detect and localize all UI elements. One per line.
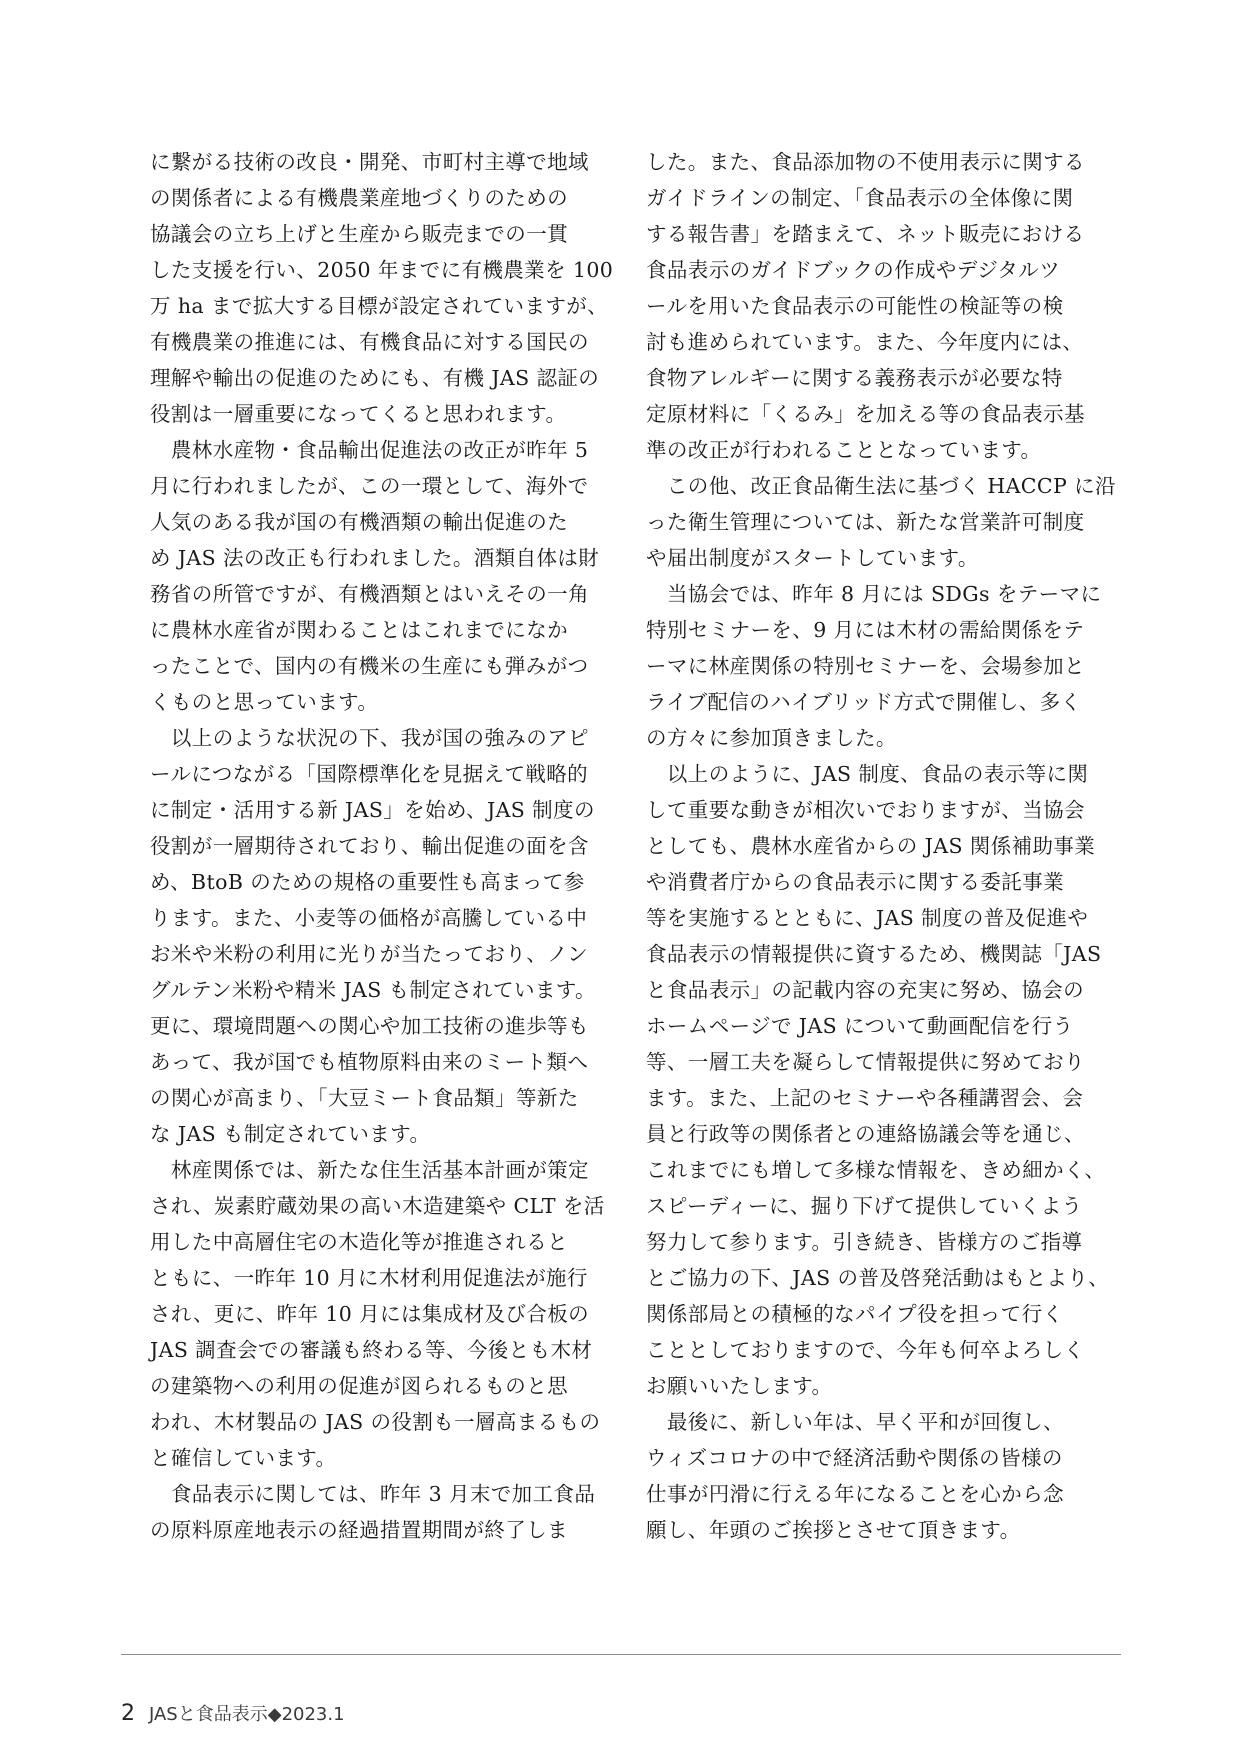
text-line: した支援を行い、2050 年までに有機農業を 100 [150,258,614,282]
text-line: お願いいたします。 [646,1374,833,1398]
text-line: 人気のある我が国の有機酒類の輸出促進のた [150,510,568,534]
text-line: 用した中高層住宅の木造化等が推進されると [150,1230,568,1254]
text-line: の関心が高まり、「大豆ミート食品類」等新た [150,1086,579,1110]
text-line: 特別セミナーを、9 月には木材の需給関係をテ [646,618,1085,642]
text-line: これまでにも増して多様な情報を、きめ細かく、 [646,1158,1106,1182]
footer-divider [121,1654,1121,1655]
text-line: グルテン米粉や精米 JAS も制定されています。 [150,978,596,1002]
text-line: 定原材料に「くるみ」を加える等の食品表示基 [646,402,1085,426]
text-line: に繋がる技術の改良・開発、市町村主導で地域 [150,150,589,174]
text-line: 等を実施するとともに、JAS 制度の普及促進や [646,906,1089,930]
text-line: に制定・活用する新 JAS」を始め、JAS 制度の [150,798,595,822]
text-line: 食品表示のガイドブックの作成やデジタルツ [646,258,1061,282]
text-line: ります。また、小麦等の価格が高騰している中 [150,906,588,930]
text-line: 理解や輸出の促進のためにも、有機 JAS 認証の [150,366,600,390]
text-line: ールにつながる「国際標準化を見据えて戦略的 [150,762,589,786]
text-line: の関係者による有機農業産地づくりのための [150,186,568,210]
text-line: め JAS 法の改正も行われました。酒類自体は財 [150,546,600,570]
text-line: この他、改正食品衛生法に基づく HACCP に沿 [646,474,1116,498]
text-line: と食品表示」の記載内容の充実に努め、協会の [646,978,1085,1002]
text-line: する報告書」を踏まえて、ネット販売における [646,222,1085,246]
text-line: とご協力の下、JAS の普及啓発活動はもとより、 [646,1266,1110,1290]
text-line: して重要な動きが相次いでおりますが、当協会 [646,798,1085,822]
text-line: 討も進められています。また、今年度内には、 [646,330,1084,354]
text-line: 願し、年頭のご挨拶とさせて頂きます。 [646,1518,1021,1542]
text-line: 役割が一層期待されており、輸出促進の面を含 [150,834,589,858]
text-line: 以上のように、JAS 制度、食品の表示等に関 [646,762,1089,786]
text-line: され、炭素貯蔵効果の高い木造建築や CLT を活 [150,1194,605,1218]
text-line: に農林水産省が関わることはこれまでになか [150,618,568,642]
text-line: ます。また、上記のセミナーや各種講習会、会 [646,1086,1084,1110]
text-line: 農林水産物・食品輸出促進法の改正が昨年 5 [150,438,589,462]
text-line: としても、農林水産省からの JAS 関係補助事業 [646,834,1096,858]
right-text-column [646,144,1116,1548]
text-line: 等、一層工夫を凝らして情報提供に努めており [646,1050,1085,1074]
journal-title: JASと食品表示◆2023.1 [149,1704,345,1725]
text-line: った衛生管理については、新たな営業許可制度 [646,510,1085,534]
text-line: した。また、食品添加物の不使用表示に関する [646,150,1085,174]
text-line: の原料原産地表示の経過措置期間が終了しま [150,1518,568,1542]
text-line: の建築物への利用の促進が図られるものと思 [150,1374,568,1398]
text-line: 準の改正が行われることとなっています。 [646,438,1042,462]
text-line: 協議会の立ち上げと生産から販売までの一貫 [150,222,568,246]
page-number: 2 [121,1701,135,1726]
text-line: 万 ha まで拡大する目標が設定されていますが、 [150,294,609,318]
text-line: ガイドラインの制定、「食品表示の全体像に関 [646,186,1074,210]
text-line: くものと思っています。 [150,690,379,714]
text-line: や消費者庁からの食品表示に関する委託事業 [646,870,1064,894]
left-text-column [150,144,614,1548]
text-line: ーマに林産関係の特別セミナーを、会場参加と [646,654,1085,678]
text-line: JAS 調査会での審議も終わる等、今後とも木材 [150,1338,593,1362]
text-line: ールを用いた食品表示の可能性の検証等の検 [646,294,1064,318]
text-line: お米や米粉の利用に光りが当たっており、ノン [150,942,589,966]
text-line: あって、我が国でも植物原料由来のミート類へ [150,1050,589,1074]
text-line: ライブ配信のハイブリッド方式で開催し、多く [646,690,1082,714]
text-line: スピーディーに、掘り下げて提供していくよう [646,1194,1083,1218]
text-line: 食品表示の情報提供に資するため、機関誌「JAS [646,942,1102,966]
text-line: 員と行政等の関係者との連絡協議会等を通じ、 [646,1122,1085,1146]
text-line: 仕事が円滑に行える年になることを心から念 [646,1482,1064,1506]
text-line: ウィズコロナの中で経済活動や関係の皆様の [646,1446,1063,1470]
text-line: な JAS も制定されています。 [150,1122,431,1146]
text-line: と確信しています。 [150,1446,337,1470]
text-line: ったことで、国内の有機米の生産にも弾みがつ [150,654,589,678]
text-line: 林産関係では、新たな住生活基本計画が策定 [150,1158,589,1182]
text-line: 以上のような状況の下、我が国の強みのアピ [150,726,589,750]
text-line: 食品表示に関しては、昨年 3 月末で加工食品 [150,1482,596,1506]
text-line: 関係部局との積極的なパイプ役を担って行く [646,1302,1064,1326]
text-line: め、BtoB のための規格の重要性も高まって参 [150,870,585,894]
text-line: 食物アレルギーに関する義務表示が必要な特 [646,366,1063,390]
text-line: の方々に参加頂きました。 [646,726,897,750]
text-line: 務省の所管ですが、有機酒類とはいえその一角 [150,582,589,606]
text-line: 最後に、新しい年は、早く平和が回復し、 [646,1410,1064,1434]
text-line: され、更に、昨年 10 月には集成材及び合板の [150,1302,590,1326]
text-line: 月に行われましたが、この一環として、海外で [150,474,589,498]
text-line: われ、木材製品の JAS の役割も一層高まるもの [150,1410,601,1434]
text-line: 努力して参ります。引き続き、皆様方のご指導 [646,1230,1083,1254]
text-line: 更に、環境問題への関心や加工技術の進歩等も [150,1014,589,1038]
text-line: 当協会では、昨年 8 月には SDGs をテーマに [646,582,1102,606]
text-line: 有機農業の推進には、有機食品に対する国民の [150,330,589,354]
text-line: ホームページで JAS について動画配信を行う [646,1014,1074,1038]
text-line: こととしておりますので、今年も何卒よろしく [646,1338,1085,1362]
text-line: や届出制度がスタートしています。 [646,546,979,570]
page-footer [121,1700,345,1726]
text-line: ともに、一昨年 10 月に木材利用促進法が施行 [150,1266,588,1290]
text-line: 役割は一層重要になってくると思われます。 [150,402,567,426]
